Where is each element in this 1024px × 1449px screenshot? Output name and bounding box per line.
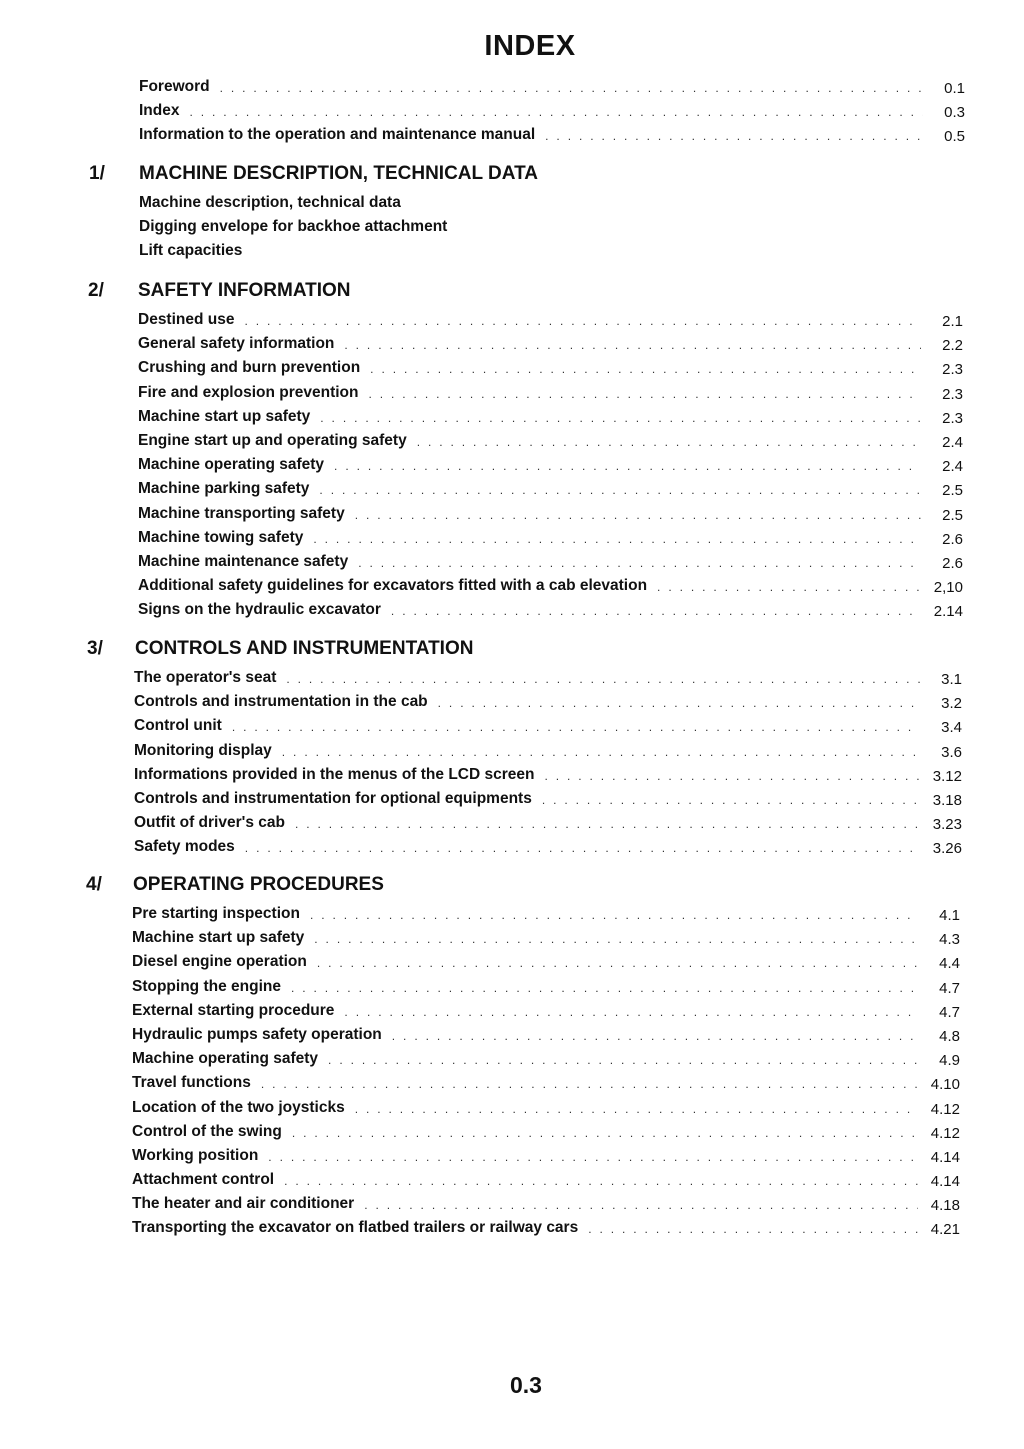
toc-entry	[134, 813, 962, 837]
toc-entry-label: Fire and explosion prevention	[138, 383, 359, 401]
dot-leader	[284, 1170, 918, 1192]
toc-entry	[139, 193, 965, 217]
toc-entry-page: 3.23	[932, 816, 962, 834]
section-title: CONTROLS AND INSTRUMENTATION	[135, 638, 474, 659]
toc-entry-page: 4.12	[930, 1124, 960, 1142]
dot-leader	[328, 1049, 918, 1071]
toc-entry-label: Machine parking safety	[138, 480, 310, 498]
toc-entry-page: 2.3	[942, 361, 963, 379]
toc-entry	[134, 789, 962, 813]
toc-entry	[138, 552, 963, 576]
dot-leader	[355, 1098, 918, 1120]
dot-leader	[392, 1025, 918, 1047]
toc-entry	[138, 600, 963, 624]
dot-leader	[368, 383, 921, 405]
toc-entry-page: 2.14	[933, 603, 963, 621]
toc-entry-label: Control of the swing	[132, 1122, 282, 1140]
toc-entry	[139, 77, 965, 101]
toc-entry	[138, 576, 963, 600]
toc-entry-label: Pre starting inspection	[132, 905, 300, 922]
section-number: 3/	[87, 638, 103, 659]
dot-leader	[244, 310, 921, 332]
toc-entry-label: Engine start up and operating safety	[138, 431, 407, 449]
toc-entry-label: Location of the two joysticks	[132, 1098, 345, 1116]
toc-entry-label: Machine towing safety	[138, 528, 304, 546]
toc-entry	[139, 125, 965, 149]
toc-entry	[132, 1098, 960, 1122]
toc-entry-label: External starting procedure	[132, 1001, 335, 1019]
front-matter-list	[0, 77, 1024, 150]
dot-leader	[292, 1122, 918, 1144]
toc-entry-page: 4.3	[939, 931, 960, 949]
toc-entry	[132, 904, 960, 928]
toc-entry-page: 4.14	[930, 1173, 960, 1191]
dot-leader	[317, 952, 918, 974]
toc-entry-label: Lift capacities	[139, 242, 243, 260]
toc-entry-page: 2.5	[942, 506, 963, 524]
toc-entry	[132, 1025, 960, 1049]
toc-entry-page: 4.8	[939, 1027, 960, 1045]
toc-entry-page: 3.1	[941, 671, 962, 688]
toc-entry	[134, 765, 962, 789]
toc-entry-label: Machine start up safety	[132, 929, 305, 947]
toc-entry-page: 4.12	[930, 1100, 960, 1118]
toc-entry	[138, 358, 963, 382]
toc-entry	[132, 1049, 960, 1073]
toc-entry	[132, 952, 960, 976]
dot-leader	[295, 813, 920, 835]
toc-entry-page: 4.7	[939, 1003, 960, 1021]
dot-leader	[657, 576, 921, 598]
dot-leader	[319, 479, 921, 501]
toc-entry-page: 4.14	[930, 1148, 960, 1166]
dot-leader	[438, 692, 920, 714]
toc-entry	[134, 837, 962, 861]
dot-leader	[310, 904, 918, 926]
toc-entry-page: 2.1	[942, 313, 963, 330]
toc-entry-label: Transporting the excavator on flatbed trailers or railway cars	[132, 1219, 579, 1237]
section-heading	[0, 163, 1024, 193]
toc-entry-label: The heater and air conditioner	[132, 1195, 355, 1213]
page-number: 0.3	[510, 1372, 542, 1398]
dot-leader	[542, 789, 920, 811]
dot-leader	[545, 125, 923, 147]
dot-leader	[220, 77, 923, 99]
toc-entry	[132, 1122, 960, 1146]
dot-leader	[544, 765, 920, 787]
dot-leader	[313, 528, 921, 550]
toc-entry	[138, 334, 963, 358]
toc-entry-page: 3.26	[932, 840, 962, 858]
toc-entry-label: General safety information	[138, 335, 335, 353]
toc-entry-page: 4.10	[930, 1076, 960, 1094]
dot-leader	[268, 1146, 918, 1168]
dot-leader	[261, 1073, 918, 1095]
toc-entry	[132, 1146, 960, 1170]
toc-entry-label: Control unit	[134, 717, 222, 735]
toc-entry-page: 0.1	[944, 80, 965, 97]
toc-entry	[134, 716, 962, 740]
section-number: 2/	[88, 280, 104, 301]
toc-entry-label: The operator's seat	[134, 669, 277, 686]
toc-entry-page: 2.4	[942, 458, 963, 476]
toc-entry	[132, 928, 960, 952]
page-title: INDEX	[484, 30, 576, 62]
toc-entry	[138, 455, 963, 479]
toc-entry-page: 4.4	[939, 955, 960, 973]
dot-leader	[391, 600, 921, 622]
toc-entry-page: 3.18	[932, 791, 962, 809]
toc-entry-page: 4.21	[930, 1221, 960, 1239]
toc-entry	[138, 431, 963, 455]
toc-entry-label: Crushing and burn prevention	[138, 359, 361, 377]
dot-leader	[314, 928, 918, 950]
toc-entry	[138, 504, 963, 528]
section-number: 1/	[89, 163, 105, 184]
toc-entry-label: Machine transporting safety	[138, 504, 345, 522]
toc-entry-page: 4.9	[939, 1052, 960, 1070]
toc-entry-label: Monitoring display	[134, 741, 272, 759]
toc-entry-label: Attachment control	[132, 1171, 275, 1189]
toc-entry-page: 0.5	[944, 128, 965, 146]
dot-leader	[358, 552, 921, 574]
toc-entry	[134, 692, 962, 716]
section-heading	[0, 280, 1024, 310]
toc-entry-label: Working position	[132, 1146, 259, 1164]
dot-leader	[282, 741, 920, 763]
toc-entry-page: 2,10	[933, 579, 963, 597]
toc-entry	[134, 741, 962, 765]
toc-entry-page: 0.3	[944, 104, 965, 122]
toc-entry	[132, 1194, 960, 1218]
toc-entry-label: Outfit of driver's cab	[134, 814, 285, 832]
toc-entry-label: Additional safety guidelines for excavators fitted with a cab elevation	[138, 577, 648, 595]
toc-entry	[138, 407, 963, 431]
toc-entry-label: Digging envelope for backhoe attachment	[139, 218, 448, 236]
toc-entry-page: 2.6	[942, 530, 963, 548]
toc-entry-label: Destined use	[138, 311, 235, 328]
toc-entry-label: Safety modes	[134, 838, 235, 856]
toc-entry-label: Information to the operation and maintenance manual	[139, 126, 536, 144]
toc-entry-page: 4.18	[930, 1197, 960, 1215]
section-operating-procedures	[0, 874, 1024, 1243]
dot-leader	[334, 455, 921, 477]
toc-entry	[134, 668, 962, 692]
section-safety-information	[0, 280, 1024, 624]
dot-leader	[189, 101, 923, 123]
toc-entry	[138, 528, 963, 552]
section-machine-description	[0, 163, 1024, 266]
dot-leader	[320, 407, 921, 429]
toc-entry-label: Machine maintenance safety	[138, 552, 349, 570]
toc-entry-page: 2.3	[942, 409, 963, 427]
dot-leader	[355, 504, 921, 526]
toc-entry	[139, 241, 965, 265]
dot-leader	[232, 716, 920, 738]
dot-leader	[344, 334, 921, 356]
toc-entry-label: Machine operating safety	[138, 456, 325, 474]
toc-entry-page: 3.4	[941, 719, 962, 737]
toc-entry-label: Diesel engine operation	[132, 953, 307, 971]
toc-entry	[139, 217, 965, 241]
toc-entry-label: Travel functions	[132, 1074, 251, 1092]
dot-leader	[588, 1218, 918, 1240]
toc-entry-label: Index	[139, 102, 180, 120]
toc-entry	[138, 310, 963, 334]
dot-leader	[364, 1194, 918, 1216]
toc-entry-label: Signs on the hydraulic excavator	[138, 601, 381, 619]
dot-leader	[291, 977, 918, 999]
toc-entry-page: 4.7	[939, 979, 960, 997]
toc-entry	[132, 1218, 960, 1242]
toc-entry-label: Informations provided in the menus of the LCD screen	[134, 765, 535, 783]
toc-entry-page: 3.2	[941, 695, 962, 713]
toc-entry	[132, 1073, 960, 1097]
toc-entry	[139, 101, 965, 125]
toc-entry-label: Controls and instrumentation in the cab	[134, 693, 428, 711]
section-title: SAFETY INFORMATION	[138, 280, 351, 301]
section-heading	[0, 638, 1024, 668]
toc-entry	[138, 479, 963, 503]
dot-leader	[286, 668, 920, 690]
toc-entry	[132, 977, 960, 1001]
toc-entry-page: 2.2	[942, 337, 963, 355]
toc-entry	[138, 383, 963, 407]
dot-leader	[245, 837, 920, 859]
toc-entry-label: Machine operating safety	[132, 1050, 319, 1068]
toc-entry	[132, 1170, 960, 1194]
toc-entry-page: 3.6	[941, 743, 962, 761]
toc-entry	[132, 1001, 960, 1025]
toc-entry-page: 4.1	[939, 907, 960, 924]
toc-entry-page: 2.6	[942, 554, 963, 572]
toc-entry-label: Machine start up safety	[138, 407, 311, 425]
section-heading	[0, 874, 1024, 904]
toc-entry-label: Controls and instrumentation for optional equipments	[134, 789, 532, 807]
toc-entry-page: 2.3	[942, 385, 963, 403]
toc-entry-page: 2.4	[942, 433, 963, 451]
section-title: OPERATING PROCEDURES	[133, 874, 384, 895]
dot-leader	[344, 1001, 918, 1023]
section-number: 4/	[86, 874, 102, 895]
section-controls-instrumentation	[0, 638, 1024, 862]
toc-entry-page: 3.12	[932, 767, 962, 785]
toc-entry-page: 2.5	[942, 482, 963, 500]
toc-entry-label: Hydraulic pumps safety operation	[132, 1025, 382, 1043]
toc-entry-label: Machine description, technical data	[139, 194, 401, 211]
dot-leader	[417, 431, 921, 453]
dot-leader	[370, 358, 921, 380]
section-title: MACHINE DESCRIPTION, TECHNICAL DATA	[139, 163, 538, 184]
toc-entry-label: Foreword	[139, 78, 210, 95]
toc-entry-label: Stopping the engine	[132, 977, 281, 995]
